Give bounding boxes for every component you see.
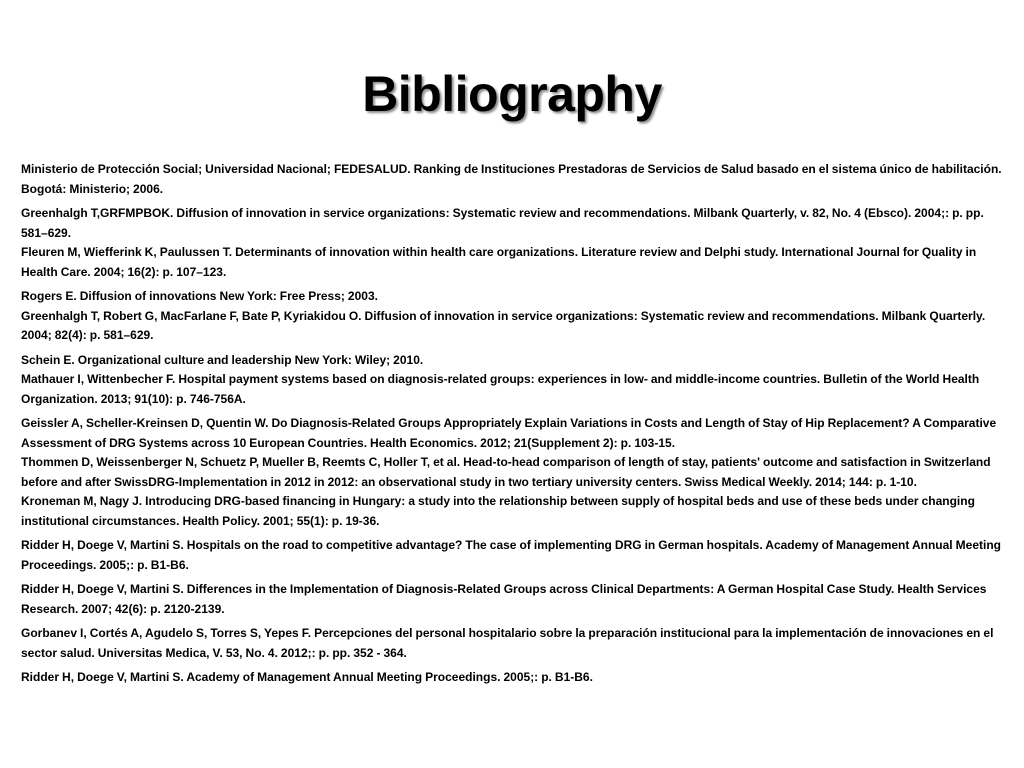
reference-item: Fleuren M, Wiefferink K, Paulussen T. Determinants of innovation within health care organizations. Literature review and Delphi study. International Journal for Quality in Health Care. 2004; 16(2): p. 107–123. — [21, 245, 977, 279]
reference-item: Ridder H, Doege V, Martini S. Hospitals on the road to competitive advantage? The case of implementing DRG in German hospitals. Academy of Management Annual Meeting Proceedings. 2005;: p. B1-B6. — [21, 538, 1002, 572]
reference-item: Ridder H, Doege V, Martini S. Differences in the Implementation of Diagnosis-Related Groups across Clinical Departments: A German Hospital Case Study. Health Services Research. 2007; 42(6): p. 2120-2139. — [21, 582, 987, 616]
reference-list — [21, 160, 1006, 688]
reference-item: Schein E. Organizational culture and leadership New York: Wiley; 2010. — [21, 352, 424, 367]
reference-item: Thommen D, Weissenberger N, Schuetz P, Mueller B, Reemts C, Holler T, et al. Head-to-head comparison of length of stay, patients' outcome and satisfaction in Switzerland before and after SwissDRG-Implementation in 2012 in 2012: an observational study in two tertiary university centers. Swiss Medical Weekly. 2014; 144: p. 1-10. — [21, 455, 991, 489]
reference-item: Ministerio de Protección Social; Universidad Nacional; FEDESALUD. Ranking de Instituciones Prestadoras de Servicios de Salud basado en el sistema único de habilitación. Bogotá: Ministerio; 2006. — [21, 162, 1002, 196]
reference-item: Mathauer I, Wittenbecher F. Hospital payment systems based on diagnosis-related groups: experiences in low- and middle-income countries. Bulletin of the World Health Organization. 2013; 91(10): p. 746-756A. — [21, 372, 980, 406]
reference-item: Geissler A, Scheller-Kreinsen D, Quentin W. Do Diagnosis-Related Groups Appropriately Explain Variations in Costs and Length of Stay of Hip Replacement? A Comparative Assessment of DRG Systems across 10 European Countries. Health Economics. 2012; 21(Supplement 2): p. 103-15. — [21, 416, 997, 450]
reference-item: Rogers E. Diffusion of innovations New York: Free Press; 2003. — [21, 289, 378, 303]
reference-item: Greenhalgh T,GRFMPBOK. Diffusion of innovation in service organizations: Systematic review and recommendations. Milbank Quarterly, v. 82, No. 4 (Ebsco). 2004;: p. pp. 581–629. — [21, 206, 984, 240]
reference-item: Gorbanev I, Cortés A, Agudelo S, Torres S, Yepes F. Percepciones del personal hospitalario sobre la preparación institucional para la implementación de innovaciones en el sector salud. Universitas Medica, V. 53, No. 4. 2012;: p. pp. 352 - 364. — [21, 626, 994, 660]
page-title: Bibliography — [362, 66, 662, 122]
reference-item: Kroneman M, Nagy J. Introducing DRG-based financing in Hungary: a study into the relationship between supply of hospital beds and use of these beds under changing institutional circumstances. Health Policy. 2001; 55(1): p. 19-36. — [21, 494, 975, 528]
reference-item: Greenhalgh T, Robert G, MacFarlane F, Bate P, Kyriakidou O. Diffusion of innovation in service organizations: Systematic review and recommendations. Milbank Quarterly. 2004; 82(4): p. 581–629. — [21, 308, 986, 342]
reference-item: Ridder H, Doege V, Martini S. Academy of Management Annual Meeting Proceedings. 2005;: p. B1-B6. — [21, 670, 593, 684]
